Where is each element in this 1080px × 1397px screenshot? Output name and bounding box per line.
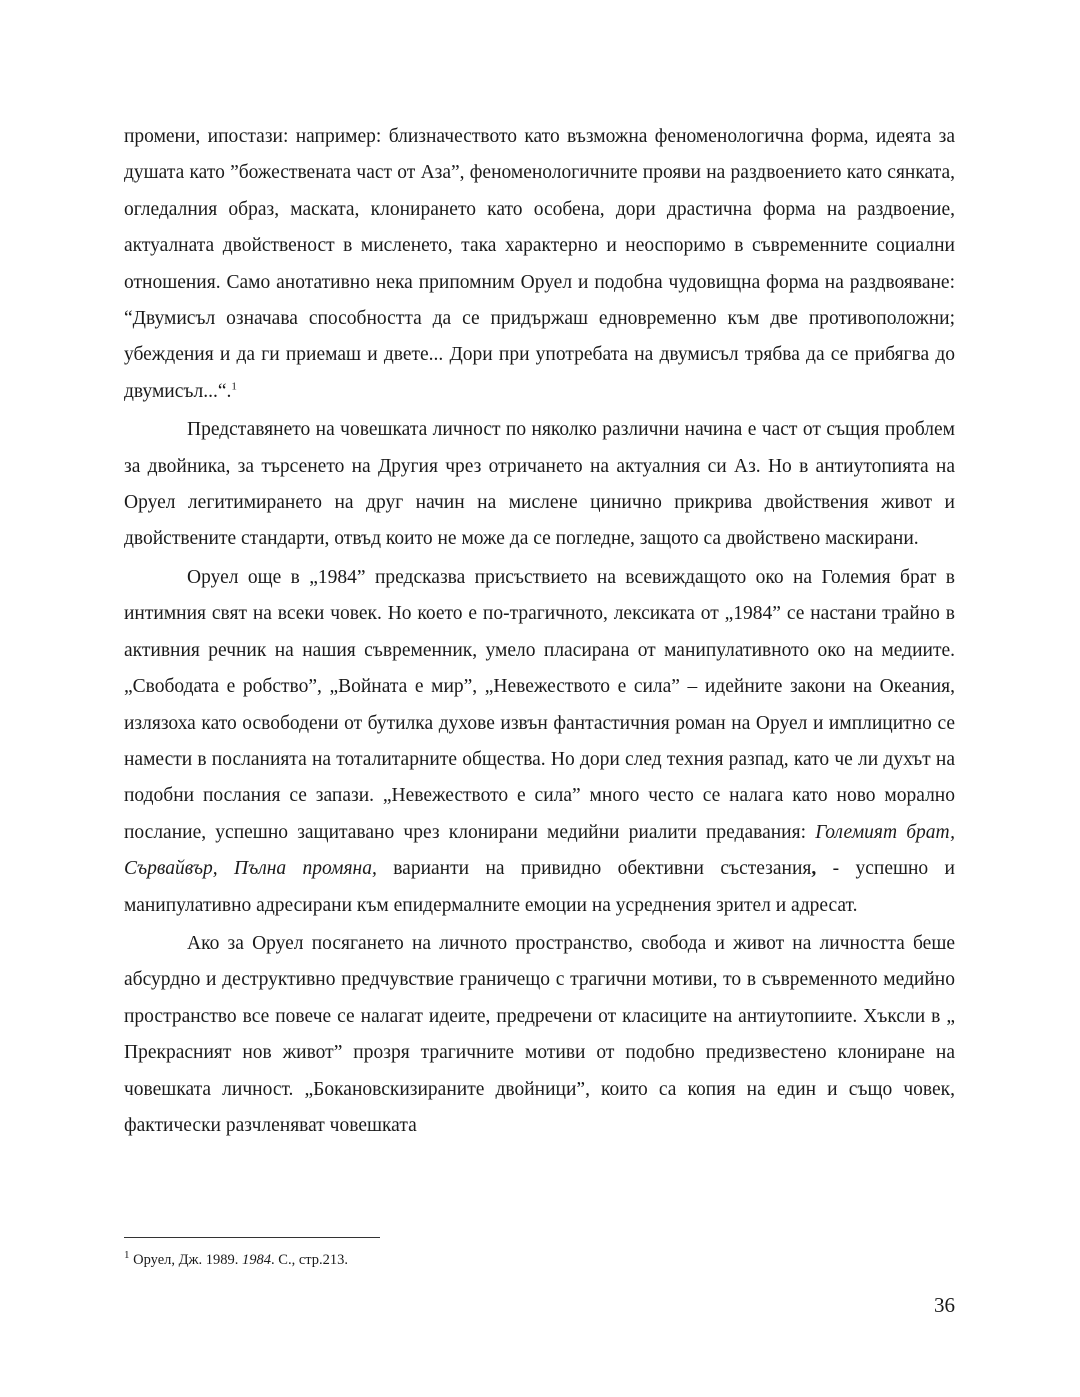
paragraph-text: варианти на привидно обективни състезания [376,858,812,880]
paragraph-text: Представянето на човешката личност по няколко различни начина е част от същия проблем за двойника, за търсенето на Другия чрез отричането на актуалния си Аз. Но в антиутопията на Оруел легитимирането на друг начин на мислене цинично прикрива двойствения живот и двойствените стандарти, отвъд които не може да се погледне, защото са двойствено маскирани. [124,419,955,550]
footnote-marker: 1 [124,1249,130,1262]
footnote-title: 1984 [242,1252,272,1268]
paragraph [124,412,955,558]
footnote-divider [124,1237,380,1238]
footnote [124,1250,955,1270]
paragraph-text: промени, ипостази: например: близначеството като възможна феноменологична форма, идеята за душата като ”божествената част от Аза”, феноменологичните прояви на раздвоението като сянката, огледалния образ, маската, клонирането като особена, дори драстична форма на раздвоение, актуалната двойственост в мисленето, така характерно и неоспоримо в съвременните социални отношения. Само анотативно нека припомним Оруел и подобна чудовищна форма на раздвояване: “Двумисъл означава способността да се придържаш едновременно към две противоположни; убеждения и да ги приемаш и двете... Дори при употребата на двумисъл трябва да се прибягва до двумисъл...“. [124,126,955,402]
paragraph [124,119,955,410]
footnote-reference: 1 [231,380,237,393]
paragraph [124,926,955,1144]
page-number: 36 [934,1293,955,1317]
footnote-text: Оруел, Дж. 1989. [129,1252,243,1268]
footnote-text: . С., стр.213. [271,1252,349,1268]
body-text [124,119,955,1144]
paragraph-text: Ако за Оруел посягането на личното пространство, свобода и живот на личността беше абсурдно и деструктивно предчувствие граничещо с трагични мотиви, то в съвременното медийно пространство все повече се налагат идеите, предречени от класиците на антиутопиите. Хъксли в „ Прекрасният нов живот” прозря трагичните мотиви от подобно предизвестено клониране на човешката личност. „Бокановскизираните двойници”, които са копия на един и също човек, фактически разчленяват човешката [124,932,955,1136]
italic-titles: Големият брат, Сървайвър, Пълна промяна, [124,821,955,880]
bold-comma: , [811,858,817,880]
paragraph [124,560,955,924]
paragraph-text: Оруел още в „1984” предсказва присъствието на всевиждащото око на Големия брат в интимния свят на всеки човек. Но което е по-трагичното, лексиката от „1984” се настани трайно в активния речник на нашия съвременник, умело пласирана от манипулативното око на медиите. „Свободата е робство”, „Войната е мир”, „Невежеството е сила” – идейните закони на Океания, излязоха като освободени от бутилка духове извън фантастичния роман на Оруел и имплицитно се намести в посланията на тоталитарните общества. Но дори след техния разпад, като че ли духът на подобни послания се запази. „Невежеството е сила” много често се налага като ново морално послание, успешно защитавано чрез клонирани медийни риалити предавания: [124,566,955,843]
paragraph-text: - успешно и манипулативно адресирани към епидермалните емоции на усреднения зрител и адресат. [124,858,955,916]
